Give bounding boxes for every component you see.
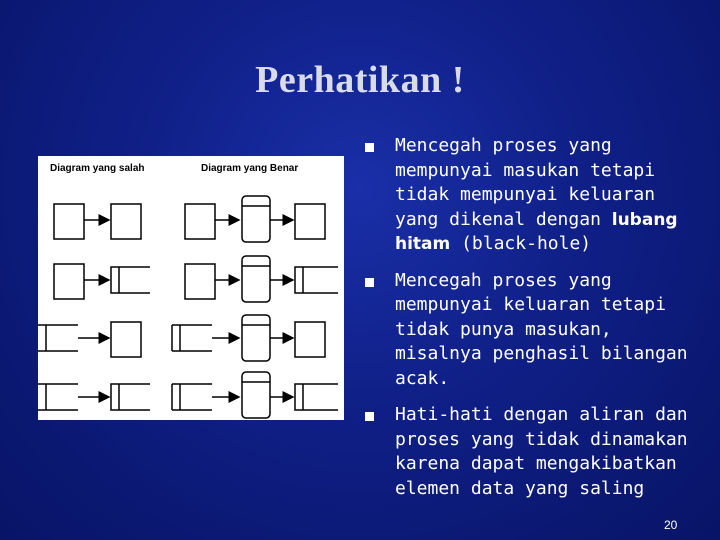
process-box: [242, 256, 270, 302]
page-number: 20: [664, 518, 678, 532]
data-store: [295, 267, 338, 293]
bullet-list: [362, 134, 692, 513]
entity-box: [185, 204, 215, 239]
bullet-item: [362, 134, 692, 257]
data-store: [295, 384, 338, 410]
dfd-diagram: [38, 156, 344, 420]
data-store: [172, 325, 212, 351]
entity-box: [54, 204, 84, 239]
bullet-text: Mencegah proses yang mempunyai masukan tetapi tidak mempunyai keluaran yang dikenal dengan: [395, 135, 656, 230]
data-store: [172, 384, 212, 410]
slide-title: Perhatikan !: [255, 59, 465, 101]
entity-box: [295, 204, 325, 239]
correct-diagram-heading: Diagram yang Benar: [201, 163, 299, 174]
data-store: [38, 325, 78, 351]
bullet-text-after: (black-hole): [450, 233, 592, 254]
bullet-item: [362, 269, 692, 392]
data-store: [111, 384, 150, 410]
entity-box: [185, 264, 215, 299]
wrong-diagram-heading: Diagram yang salah: [50, 163, 145, 174]
square-bullet-icon: [365, 278, 374, 287]
entity-box: [295, 322, 325, 357]
bullet-text: Hati-hati dengan aliran dan proses yang tidak dinamakan karena dapat mengakibatkan elemen data yang saling: [395, 404, 688, 499]
bullet-item: [362, 403, 692, 501]
square-bullet-icon: [365, 412, 374, 421]
process-box: [242, 372, 270, 418]
process-box: [242, 196, 270, 242]
dfd-comparison-figure: [38, 156, 344, 420]
process-box: [242, 315, 270, 361]
entity-box: [54, 264, 84, 299]
bullet-bold-term: lubang hitam: [395, 209, 678, 254]
data-store: [111, 267, 150, 293]
square-bullet-icon: [365, 143, 374, 152]
data-store: [38, 384, 78, 410]
entity-box: [111, 204, 141, 239]
entity-box: [111, 322, 141, 357]
bullet-text: Mencegah proses yang mempunyai keluaran tetapi tidak punya masukan, misalnya penghasil bilangan acak.: [395, 269, 688, 389]
